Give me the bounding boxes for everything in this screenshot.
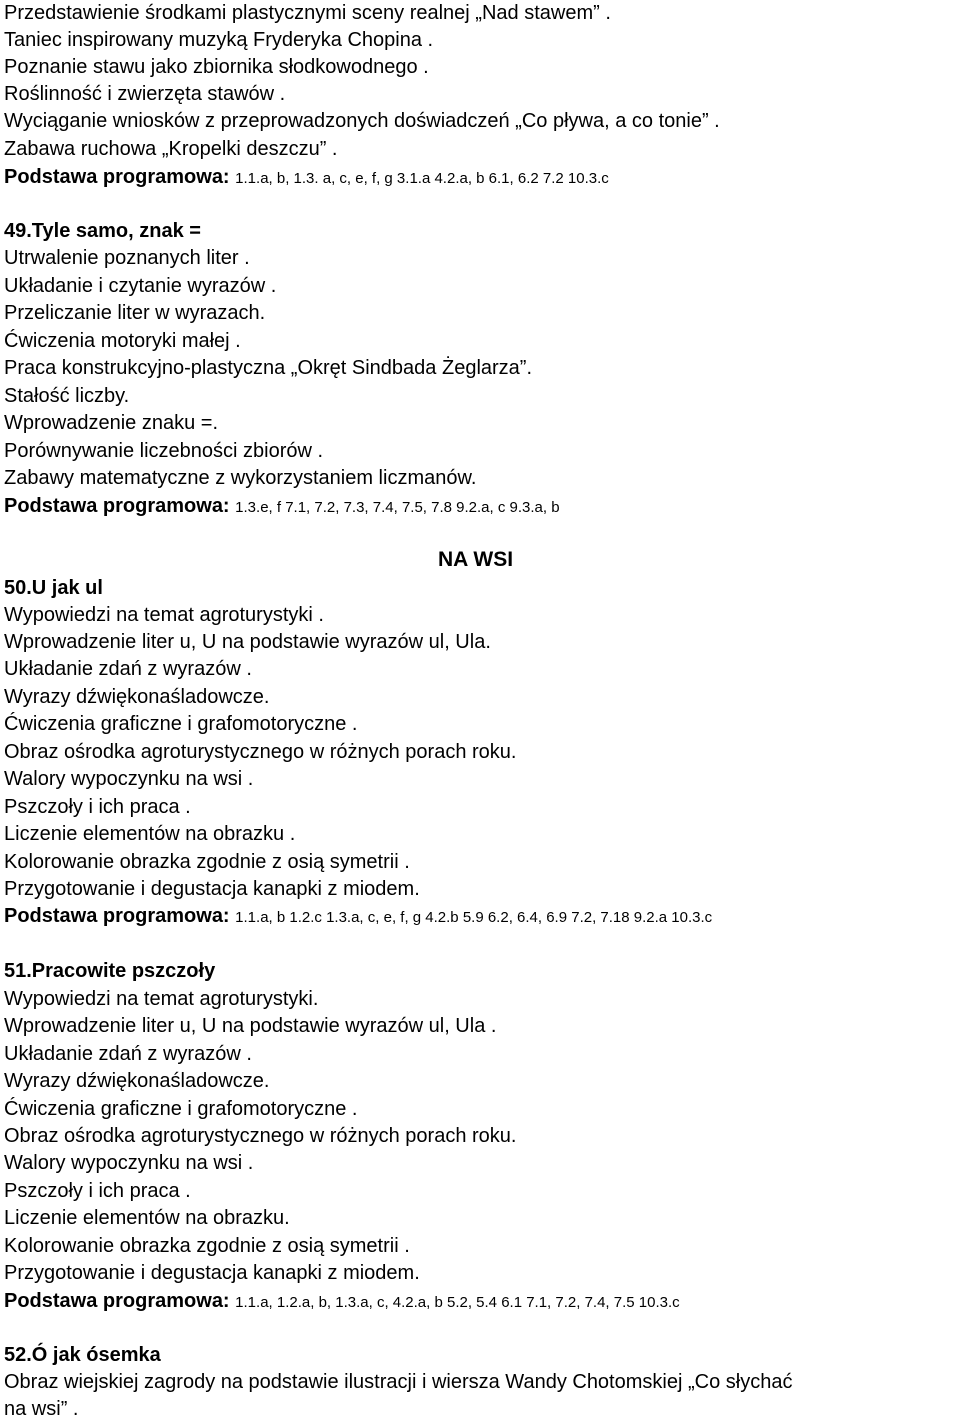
curriculum-label: Podstawa programowa: <box>4 495 230 517</box>
section-title: NA WSI <box>438 548 514 571</box>
lesson-item: Wyrazy dźwiękonaśladowcze. <box>4 686 270 708</box>
intro-line: Taniec inspirowany muzyką Fryderyka Chopina . <box>4 29 434 51</box>
intro-line: Wyciąganie wniosków z przeprowadzonych doświadczeń „Co pływa, a co tonie” . <box>4 110 720 132</box>
lesson-item: Przeliczanie liter w wyrazach. <box>4 302 266 324</box>
lesson-item: Liczenie elementów na obrazku. <box>4 1207 290 1229</box>
curriculum-label: Podstawa programowa: <box>4 166 230 188</box>
lesson-item: Liczenie elementów na obrazku . <box>4 823 296 845</box>
lesson-item: Obraz ośrodka agroturystycznego w różnych porach roku. <box>4 1125 517 1147</box>
lesson-item: Wypowiedzi na temat agroturystyki. <box>4 988 319 1010</box>
lesson-item: Układanie zdań z wyrazów . <box>4 1043 252 1065</box>
lesson-item: Walory wypoczynku na wsi . <box>4 768 254 790</box>
curriculum-line <box>4 903 712 931</box>
intro-line: Przedstawienie środkami plastycznymi sceny realnej „Nad stawem” . <box>4 2 611 24</box>
lesson-item: Obraz wiejskiej zagrody na podstawie ilustracji i wiersza Wandy Chotomskiej „Co słychać <box>4 1371 793 1393</box>
intro-line: Poznanie stawu jako zbiornika słodkowodnego . <box>4 56 429 78</box>
lesson-item: Praca konstrukcyjno-plastyczna „Okręt Sindbada Żeglarza”. <box>4 357 533 379</box>
lesson-item: na wsi” . <box>4 1398 79 1420</box>
curriculum-codes: 1.1.a, b, 1.3. a, c, e, f, g 3.1.a 4.2.a, b 6.1, 6.2 7.2 10.3.c <box>235 170 609 187</box>
lesson-item: Utrwalenie poznanych liter . <box>4 247 250 269</box>
lesson-item: Wprowadzenie liter u, U na podstawie wyrazów ul, Ula . <box>4 1015 497 1037</box>
lesson-item: Kolorowanie obrazka zgodnie z osią symetrii . <box>4 851 410 873</box>
lesson-item: Wyrazy dźwiękonaśladowcze. <box>4 1070 270 1092</box>
lesson-title: 50.U jak ul <box>4 577 103 599</box>
lesson-item: Wypowiedzi na temat agroturystyki . <box>4 604 324 626</box>
lesson-item: Ćwiczenia graficzne i grafomotoryczne . <box>4 1098 358 1120</box>
lesson-title: 49.Tyle samo, znak = <box>4 220 201 242</box>
curriculum-line <box>4 493 560 521</box>
lesson-title: 52.Ó jak ósemka <box>4 1344 161 1366</box>
lesson-item: Ćwiczenia graficzne i grafomotoryczne . <box>4 713 358 735</box>
lesson-item: Kolorowanie obrazka zgodnie z osią symetrii . <box>4 1235 410 1257</box>
lesson-item: Przygotowanie i degustacja kanapki z miodem. <box>4 1262 420 1284</box>
intro-line: Roślinność i zwierzęta stawów . <box>4 83 286 105</box>
lesson-item: Porównywanie liczebności zbiorów . <box>4 440 324 462</box>
curriculum-label: Podstawa programowa: <box>4 905 230 927</box>
curriculum-line <box>4 1288 680 1316</box>
lesson-item: Wprowadzenie liter u, U na podstawie wyrazów ul, Ula. <box>4 631 491 653</box>
curriculum-codes: 1.3.e, f 7.1, 7.2, 7.3, 7.4, 7.5, 7.8 9.2.a, c 9.3.a, b <box>235 499 560 516</box>
lesson-item: Ćwiczenia motoryki małej . <box>4 330 241 352</box>
lesson-item: Układanie zdań z wyrazów . <box>4 658 252 680</box>
lesson-item: Zabawy matematyczne z wykorzystaniem liczmanów. <box>4 467 477 489</box>
curriculum-line <box>4 164 609 192</box>
lesson-item: Walory wypoczynku na wsi . <box>4 1152 254 1174</box>
lesson-item: Stałość liczby. <box>4 385 130 407</box>
lesson-item: Pszczoły i ich praca . <box>4 796 191 818</box>
lesson-item: Pszczoły i ich praca . <box>4 1180 191 1202</box>
lesson-item: Obraz ośrodka agroturystycznego w różnych porach roku. <box>4 741 517 763</box>
curriculum-codes: 1.1.a, b 1.2.c 1.3.a, c, e, f, g 4.2.b 5.9 6.2, 6.4, 6.9 7.2, 7.18 9.2.a 10.3.c <box>235 909 713 926</box>
lesson-item: Układanie i czytanie wyrazów . <box>4 275 277 297</box>
lesson-item: Przygotowanie i degustacja kanapki z miodem. <box>4 878 420 900</box>
lesson-title: 51.Pracowite pszczoły <box>4 960 216 982</box>
lesson-item: Wprowadzenie znaku =. <box>4 412 219 434</box>
curriculum-codes: 1.1.a, 1.2.a, b, 1.3.a, c, 4.2.a, b 5.2, 5.4 6.1 7.1, 7.2, 7.4, 7.5 10.3.c <box>235 1294 680 1311</box>
intro-line: Zabawa ruchowa „Kropelki deszczu” . <box>4 138 338 160</box>
curriculum-label: Podstawa programowa: <box>4 1290 230 1312</box>
